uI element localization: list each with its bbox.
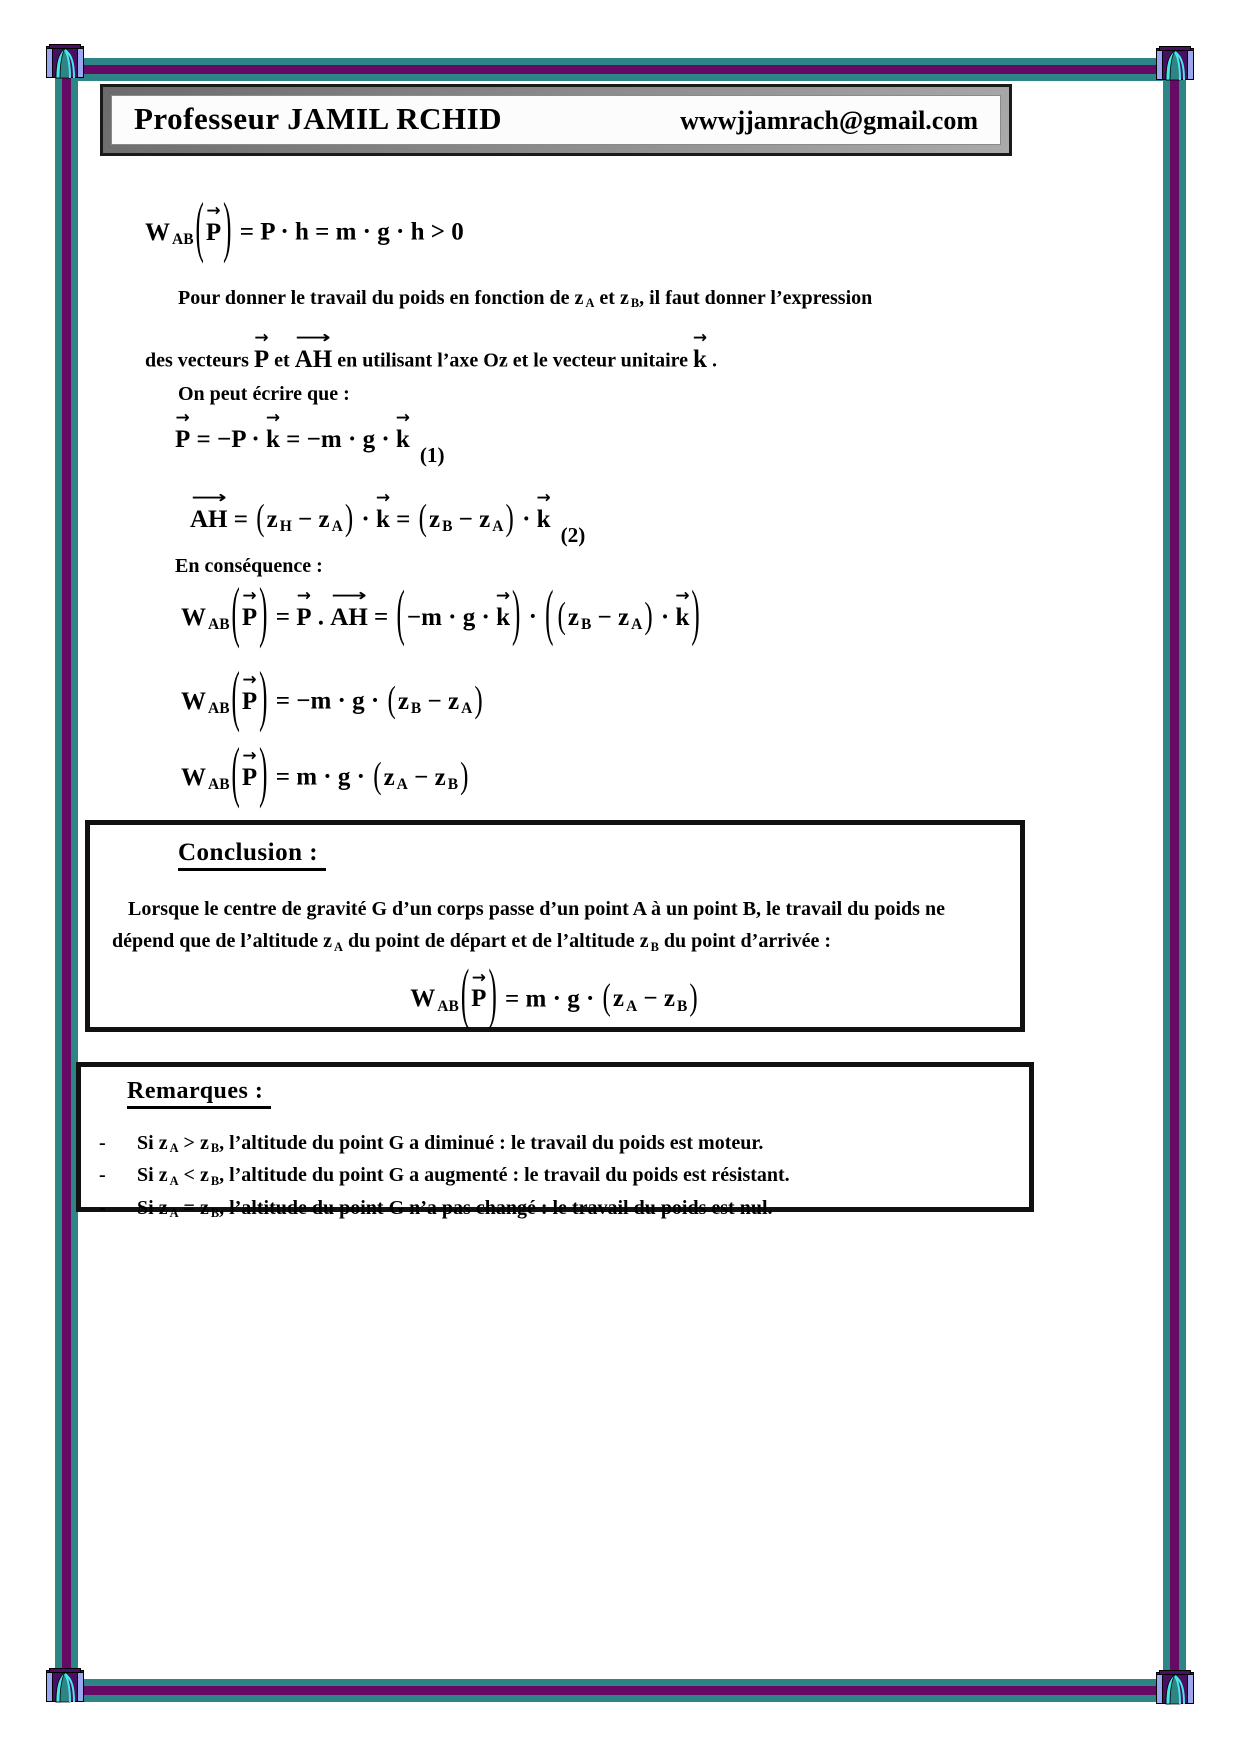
symbol-base: z: [199, 1196, 209, 1219]
paren: (: [460, 959, 470, 1033]
conclusion-box: [85, 820, 1025, 1032]
paren-content: [241, 746, 258, 791]
paren-group: [230, 737, 270, 810]
vector-symbol: [242, 672, 257, 715]
vector-letter: k: [536, 505, 551, 533]
paren: ): [691, 580, 700, 648]
symbol-base: z: [639, 930, 649, 953]
vector-symbol: [295, 330, 333, 373]
remarques-list: [81, 1130, 1029, 1227]
subscripted-symbol: [640, 930, 659, 952]
symbol-subscript: B: [210, 1173, 220, 1188]
symbol-subscript: A: [625, 997, 638, 1015]
paren: ): [259, 577, 268, 650]
symbol-subscript: A: [461, 699, 473, 717]
formula-work-dot-product: WAB( → P) = → P . ⟶ AH = (−m · g · → k) · ( (z B − z A) · → k): [181, 588, 702, 636]
remarques-box: [76, 1062, 1034, 1221]
remark-item: [99, 1130, 1029, 1162]
vector-arrow-icon: →: [536, 488, 551, 508]
paren-content: [205, 201, 222, 246]
vector-letter: P: [253, 345, 270, 373]
vector-letter: P: [241, 763, 258, 791]
symbol-subscript: AB: [437, 997, 459, 1015]
symbol-base: z: [618, 603, 630, 631]
remark-item: [99, 1162, 1029, 1194]
symbol-base: z: [397, 687, 409, 715]
subscripted-symbol: [181, 764, 230, 791]
paren: ): [460, 755, 469, 797]
paren-group: [230, 577, 270, 650]
vector-letter: AH: [190, 505, 228, 533]
vector-symbol: [266, 410, 280, 453]
symbol-subscript: A: [169, 1206, 179, 1221]
email-text: wwwjjamrach@gmail.com: [680, 106, 978, 135]
paren: ): [689, 977, 698, 1019]
paren: (: [256, 497, 265, 539]
symbol-base: W: [181, 687, 206, 715]
vector-symbol: [190, 490, 228, 533]
paren-group: [459, 959, 499, 1033]
symbol-subscript: B: [630, 296, 640, 311]
paren: (: [373, 755, 382, 797]
symbol-base: W: [181, 763, 206, 791]
paren-group: [385, 679, 484, 721]
paren: (: [195, 192, 204, 265]
vector-arrow-icon: →: [242, 746, 257, 766]
subscripted-symbol: [435, 764, 458, 791]
header-inner: [111, 95, 1001, 145]
subscripted-symbol: [323, 930, 343, 952]
paren: ): [644, 595, 653, 637]
subscripted-symbol: [159, 1132, 179, 1154]
paren: ): [505, 497, 514, 539]
formula-label-1: (1): [419, 443, 445, 468]
formula-p-vector-body: → P = −P · → k = −m · g · → k: [175, 408, 410, 453]
symbol-subscript: B: [210, 1206, 220, 1221]
conclusion-text: Lorsque le centre de gravité G d’un corps passe d’un point A à un point B, le travail du poids ne dépend que de l’altitude z A du point de départ et de l’altitude z B du point d’arrivée :: [112, 898, 945, 954]
subscripted-symbol: [479, 506, 503, 533]
vector-letter: k: [693, 345, 707, 373]
paren-content: z B − z A: [428, 505, 504, 535]
subscripted-symbol: [267, 506, 292, 533]
symbol-base: W: [410, 985, 436, 1013]
arch-icon: [1156, 46, 1194, 82]
remark-text: Si z A = z B, l’altitude du point G n’a pas changé : le travail du poids est nul.: [137, 1196, 773, 1221]
header-banner: [100, 84, 1012, 156]
paren-content: −m · g · → k: [406, 586, 511, 631]
symbol-base: z: [434, 763, 446, 791]
vector-arrow-icon: →: [471, 967, 486, 988]
corner-ornament-top-right: [1156, 46, 1194, 82]
paren: (: [231, 737, 240, 810]
symbol-subscript: A: [631, 615, 643, 633]
paren-group: [601, 977, 700, 1019]
vector-letter: k: [675, 603, 690, 631]
vector-arrow-icon: →: [692, 328, 708, 348]
paren: ): [259, 737, 268, 810]
paren: (: [418, 497, 427, 539]
vector-symbol: [537, 490, 551, 533]
paren: ): [344, 497, 354, 539]
subscripted-symbol: [181, 688, 230, 715]
border-right: [1163, 62, 1186, 1702]
corner-ornament-bottom-left: [46, 1668, 84, 1704]
vector-letter: P: [471, 985, 487, 1013]
vector-symbol: [175, 410, 190, 453]
vector-symbol: [206, 203, 221, 246]
symbol-base: z: [619, 287, 629, 309]
symbol-base: z: [318, 505, 330, 533]
symbol-subscript: A: [331, 517, 343, 535]
paragraph-vectors: des vecteurs → P et ⟶ AH en utilisant l’axe Oz et le vecteur unitaire → k .: [145, 328, 717, 373]
paren-content: z H − z A: [266, 505, 343, 535]
subscripted-symbol: [200, 1132, 219, 1154]
vector-arrow-icon: →: [395, 408, 410, 428]
vector-letter: P: [241, 687, 258, 715]
paren: (: [396, 580, 405, 648]
subscripted-symbol: [575, 287, 595, 309]
conclusion-title-text: Conclusion :: [178, 839, 326, 871]
vector-arrow-icon: →: [175, 408, 190, 428]
symbol-base: z: [323, 930, 333, 953]
symbol-subscript: B: [580, 615, 592, 633]
symbol-subscript: A: [585, 296, 595, 311]
symbol-base: z: [663, 985, 676, 1013]
formula-work-final: WAB( → P) = m · g · (z A − z B): [181, 748, 470, 796]
paren-group: [371, 755, 470, 797]
formula-work-minus: WAB( → P) = −m · g · (z B − z A): [181, 672, 485, 720]
paren-group: [395, 580, 523, 648]
paren: ): [223, 192, 232, 265]
formula-p-vector: [175, 410, 445, 470]
subscripted-symbol: [429, 506, 452, 533]
symbol-subscript: AB: [208, 699, 230, 717]
conclusion-title: [178, 839, 1020, 871]
symbol-subscript: A: [334, 939, 343, 954]
vector-arrow-icon: →: [296, 586, 311, 606]
paren-content: z B − z A: [397, 687, 473, 717]
symbol-base: z: [448, 687, 460, 715]
paren-content: z A − z B: [612, 985, 688, 1015]
paren-content: z A − z B: [383, 763, 459, 793]
symbol-base: z: [574, 287, 584, 309]
symbol-base: W: [181, 603, 206, 631]
paren-group: [543, 580, 702, 648]
paren-content: (z B − z A) · → k: [556, 604, 690, 631]
symbol-base: z: [266, 505, 278, 533]
formula-work-positive: WAB( → P) = P · h = m · g · h > 0: [145, 203, 464, 251]
bullet-dash: -: [99, 1196, 106, 1219]
symbol-subscript: A: [396, 775, 408, 793]
subscripted-symbol: [620, 287, 639, 309]
paren: ): [512, 580, 521, 648]
symbol-subscript: B: [447, 775, 459, 793]
vector-arrow-icon: ⟶: [331, 586, 367, 606]
paren-group: [194, 192, 234, 265]
vector-arrow-icon: →: [242, 586, 257, 606]
symbol-base: z: [158, 1132, 168, 1154]
arch-icon: [1156, 1670, 1194, 1706]
subscripted-symbol: [159, 1197, 179, 1219]
subscripted-symbol: [181, 604, 230, 631]
formula-ah-vector-body: ⟶ AH = (z H − z A) · → k = (z B − z A) · → k: [190, 506, 551, 533]
subscripted-symbol: [145, 219, 194, 246]
vector-arrow-icon: →: [206, 201, 221, 221]
vector-symbol: [330, 588, 368, 631]
remarques-title: [127, 1078, 1029, 1109]
arch-icon: [46, 44, 84, 80]
vector-arrow-icon: ⟶: [191, 488, 227, 508]
symbol-base: z: [158, 1164, 168, 1187]
arch-icon: [46, 1668, 84, 1704]
conclusion-formula: [90, 959, 1020, 1033]
subscripted-symbol: [159, 1164, 179, 1186]
symbol-subscript: AB: [208, 615, 230, 633]
vector-letter: AH: [330, 603, 368, 631]
vector-letter: k: [395, 425, 410, 453]
paren: (: [557, 595, 566, 637]
conclusion-formula-body: WAB( → P) = m · g · (z A − z B): [410, 985, 699, 1012]
paren-group: [254, 497, 355, 539]
symbol-subscript: B: [442, 517, 453, 535]
symbol-base: W: [145, 218, 170, 246]
paren-group: [230, 661, 270, 734]
formula-ah-vector: [190, 490, 585, 550]
symbol-subscript: AB: [208, 775, 230, 793]
subscripted-symbol: [410, 985, 459, 1015]
symbol-base: z: [383, 763, 395, 791]
vector-letter: P: [205, 218, 222, 246]
subscripted-symbol: [384, 764, 408, 791]
paren-content: [241, 670, 258, 715]
border-top: [62, 58, 1186, 81]
border-bottom: [62, 1679, 1186, 1702]
paren: (: [387, 679, 396, 721]
vector-symbol: [693, 330, 707, 373]
remarques-title-text: Remarques :: [127, 1078, 271, 1109]
paragraph-en-consequence: En conséquence :: [175, 555, 323, 577]
vector-letter: P: [175, 425, 191, 453]
paragraph-intro: Pour donner le travail du poids en fonction de z A et z B, il faut donner l’expression: [178, 287, 873, 311]
symbol-subscript: B: [677, 997, 688, 1015]
paren: ): [259, 661, 268, 734]
symbol-subscript: AB: [172, 230, 194, 248]
subscripted-symbol: [319, 506, 343, 533]
symbol-base: z: [479, 505, 491, 533]
vector-symbol: [396, 410, 410, 453]
vector-arrow-icon: →: [265, 408, 281, 428]
vector-arrow-icon: →: [675, 586, 690, 606]
symbol-base: z: [428, 505, 441, 533]
vector-letter: k: [375, 505, 390, 533]
subscripted-symbol: [568, 604, 591, 631]
symbol-subscript: H: [279, 517, 292, 535]
paren: (: [231, 577, 240, 650]
symbol-subscript: A: [169, 1141, 179, 1156]
paren-content: z B − z A: [567, 603, 643, 633]
corner-ornament-top-left: [46, 44, 84, 80]
vector-letter: k: [496, 603, 510, 631]
paren: (: [231, 661, 240, 734]
subscripted-symbol: [200, 1197, 219, 1219]
symbol-subscript: A: [169, 1173, 179, 1188]
vector-arrow-icon: →: [375, 488, 391, 508]
corner-ornament-bottom-right: [1156, 1670, 1194, 1706]
vector-arrow-icon: ⟶: [295, 328, 332, 348]
subscripted-symbol: [618, 604, 642, 631]
subscripted-symbol: [200, 1164, 219, 1186]
vector-symbol: [676, 588, 690, 631]
vector-symbol: [496, 588, 510, 631]
subscripted-symbol: [612, 985, 638, 1015]
bullet-dash: -: [99, 1164, 106, 1187]
paren-content: [471, 967, 487, 1013]
vector-symbol: [242, 588, 257, 631]
remark-text: Si z A > z B, l’altitude du point G a diminué : le travail du poids est moteur.: [137, 1132, 764, 1156]
symbol-subscript: B: [410, 699, 422, 717]
symbol-base: z: [158, 1196, 168, 1219]
subscripted-symbol: [663, 985, 688, 1015]
vector-symbol: [471, 967, 487, 1013]
vector-symbol: [254, 330, 269, 373]
symbol-base: z: [567, 603, 579, 631]
remark-text: Si z A < z B, l’altitude du point G a augmenté : le travail du poids est résistant.: [137, 1164, 790, 1188]
vector-letter: P: [241, 603, 258, 631]
paren: ): [488, 959, 497, 1033]
vector-symbol: [296, 588, 311, 631]
professor-name: Professeur JAMIL RCHID: [134, 101, 503, 136]
vector-letter: AH: [294, 345, 333, 373]
symbol-subscript: B: [210, 1141, 220, 1156]
vector-arrow-icon: →: [242, 670, 257, 690]
symbol-subscript: B: [650, 939, 659, 954]
vector-symbol: [242, 748, 257, 791]
remark-item: [99, 1195, 1029, 1227]
subscripted-symbol: [448, 688, 472, 715]
paren: ): [474, 679, 483, 721]
vector-symbol: [376, 490, 390, 533]
paren: (: [545, 580, 554, 648]
subscripted-symbol: [398, 688, 421, 715]
vector-arrow-icon: →: [495, 586, 511, 606]
paren-group: [417, 497, 516, 539]
paren-content: [241, 586, 258, 631]
formula-label-2: (2): [560, 523, 586, 548]
vector-letter: k: [266, 425, 280, 453]
symbol-base: z: [199, 1164, 209, 1187]
vector-arrow-icon: →: [254, 328, 269, 348]
border-left: [55, 62, 78, 1702]
symbol-subscript: A: [492, 517, 504, 535]
symbol-base: z: [612, 985, 624, 1013]
paragraph-on-peut-ecrire: On peut écrire que :: [178, 383, 350, 405]
bullet-dash: -: [99, 1132, 106, 1154]
vector-letter: P: [296, 603, 312, 631]
paren: (: [602, 977, 611, 1019]
symbol-base: z: [199, 1132, 209, 1154]
